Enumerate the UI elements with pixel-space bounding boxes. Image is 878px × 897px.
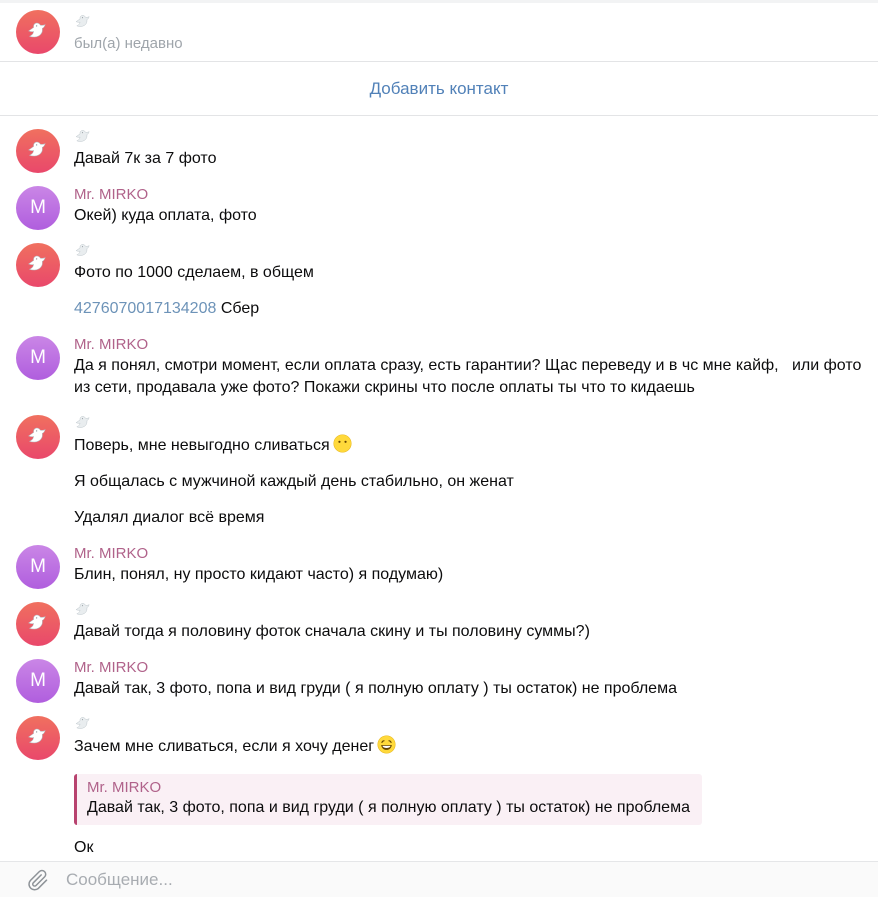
message-text: Окей) куда оплата, фото [74,207,257,224]
contact-name [74,12,183,32]
message-list[interactable] [0,116,878,861]
dove-emoji [26,425,50,449]
contact-status: был(а) недавно [74,35,183,52]
dove-emoji [26,20,50,44]
sender-name-mirko[interactable]: Mr. MIRKO [74,185,149,203]
avatar-mirko[interactable] [16,186,60,230]
message-group-content [74,184,862,241]
sender-name-mirko[interactable]: Mr. MIRKO [74,544,149,562]
dove-emoji [26,253,50,277]
quoted-sender-name: Mr. MIRKO [87,779,162,796]
avatar-dove[interactable] [16,415,60,459]
message-group [0,241,878,334]
chat-header [0,3,878,62]
message-group-content [74,600,862,657]
contact-avatar[interactable] [16,10,60,54]
dove-emoji [26,139,50,163]
sender-name-mirko[interactable]: Mr. MIRKO [74,335,149,353]
contact-info[interactable] [74,12,183,52]
message-text: Фото по 1000 сделаем, в общем [74,264,314,281]
sender-name-dove[interactable] [74,413,862,433]
message-composer [0,861,878,897]
message-text: Давай 7к за 7 фото [74,150,217,167]
message-group [0,334,878,413]
message-text: Блин, понял, ну просто кидают часто) я подумаю) [74,566,444,583]
face-without-mouth-emoji [333,434,352,453]
message-text: Я общалась с мужчиной каждый день стабильно, он женат [74,473,514,490]
dove-emoji [74,601,93,620]
message-group [0,184,878,241]
dove-emoji [74,242,93,261]
add-contact-bar [0,62,878,116]
grinning-face-emoji [377,735,396,754]
avatar-dove[interactable] [16,243,60,287]
message-group-content [74,543,862,600]
message-group-content [74,241,862,334]
message-text: Поверь, мне невыгодно сливаться [74,434,862,457]
message-group [0,714,878,861]
message-group-content [74,657,862,714]
message-text: Ок [74,839,94,856]
message-input[interactable]: Сообщение... [66,869,173,889]
add-contact-button[interactable]: Добавить контакт [369,78,509,98]
avatar-dove[interactable] [16,602,60,646]
dove-emoji [74,715,93,734]
avatar-dove[interactable] [16,716,60,760]
message-text-part: Сбер [216,300,260,317]
quoted-message-text: Давай так, 3 фото, попа и вид груди ( я полную оплату ) ты остаток) не проблема [87,799,690,816]
avatar-letter: M [30,347,46,368]
sender-name-mirko[interactable]: Mr. MIRKO [74,658,149,676]
dove-emoji [74,13,93,32]
dove-emoji [26,726,50,750]
message-group [0,657,878,714]
avatar-letter: M [30,670,46,691]
message-text: Удалял диалог всё время [74,509,265,526]
quoted-message[interactable] [74,774,702,825]
message-group [0,543,878,600]
attach-paperclip-icon[interactable] [26,868,50,892]
sender-name-dove[interactable] [74,714,862,734]
message-group-content [74,714,862,861]
message-group-content [74,127,862,184]
message-group-content [74,413,862,543]
sender-name-dove[interactable] [74,241,862,261]
avatar-letter: M [30,197,46,218]
message-text [74,298,862,320]
dove-emoji [26,612,50,636]
message-text: Да я понял, смотри момент, если оплата сразу, есть гарантии? Щас переведу и в чс мне кайф, или фото из сети, продавала уже фото? Покажи скрины что после оплаты ты что то кидаешь [74,357,866,396]
message-text: Зачем мне сливаться, если я хочу денег [74,735,862,758]
dove-emoji [74,414,93,433]
message-group [0,413,878,543]
avatar-mirko[interactable] [16,545,60,589]
sender-name-dove[interactable] [74,600,862,620]
avatar-letter: M [30,556,46,577]
card-number-link[interactable]: 4276070017134208 [74,300,217,317]
message-text: Давай так, 3 фото, попа и вид груди ( я полную оплату ) ты остаток) не проблема [74,680,677,697]
message-group [0,127,878,184]
message-group-content [74,334,866,413]
avatar-dove[interactable] [16,129,60,173]
sender-name-dove[interactable] [74,127,862,147]
dove-emoji [74,128,93,147]
avatar-mirko[interactable] [16,336,60,380]
avatar-mirko[interactable] [16,659,60,703]
message-group [0,600,878,657]
message-text: Давай тогда я половину фоток сначала скину и ты половину суммы?) [74,623,590,640]
